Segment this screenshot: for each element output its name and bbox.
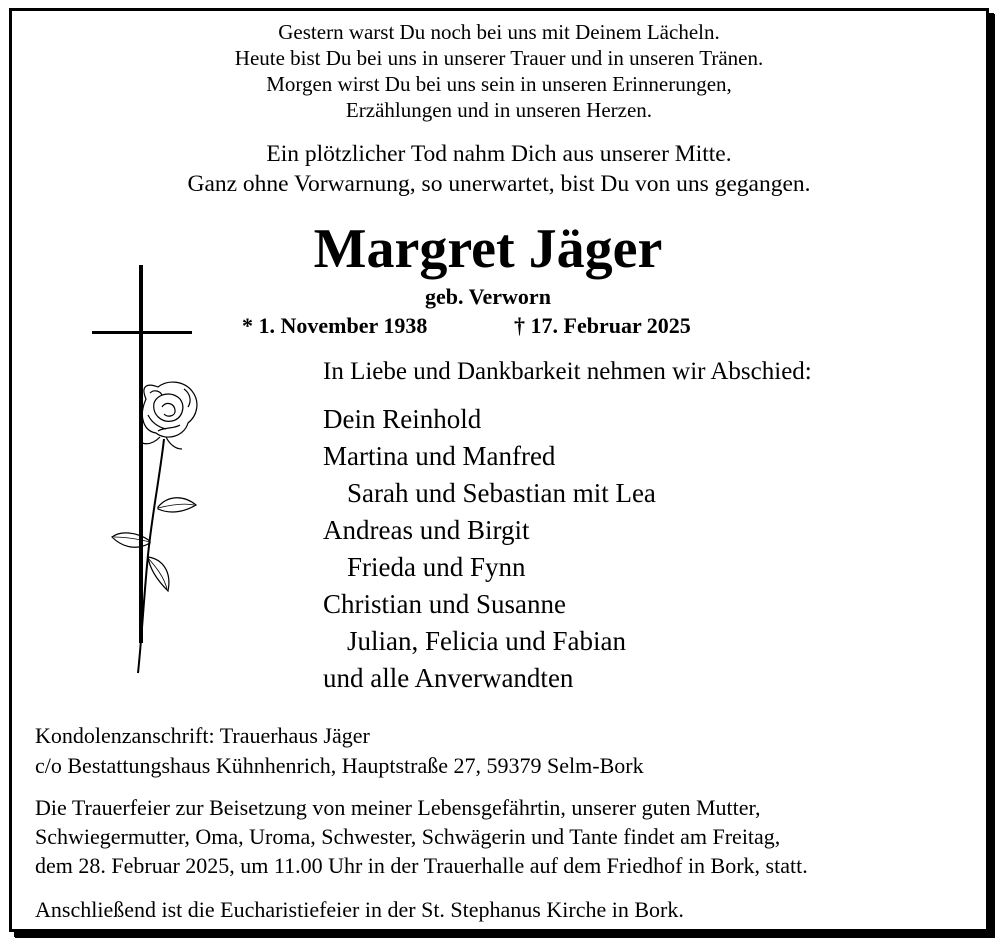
- intro-line: Ganz ohne Vorwarnung, so unerwartet, bist Du von uns gegangen.: [187, 171, 811, 197]
- service-line: Schwiegermutter, Oma, Uroma, Schwester, Schwägerin und Tante findet am Freitag,: [35, 824, 781, 849]
- family-member: Dein Reinhold: [323, 404, 482, 434]
- poem-line: Erzählungen und in unseren Herzen.: [345, 98, 653, 122]
- deceased-name: Margret Jäger: [313, 218, 663, 280]
- cross-with-rose-icon: [88, 265, 198, 675]
- condolence-line: Kondolenzanschrift: Trauerhaus Jäger: [35, 723, 370, 748]
- poem-line: Heute bist Du bei uns in unserer Trauer und in unseren Tränen.: [234, 46, 764, 70]
- family-member: Sarah und Sebastian mit Lea: [347, 478, 656, 508]
- condolence-address: [35, 721, 644, 781]
- birth-date: * 1. November 1938: [242, 313, 428, 338]
- service-line: Die Trauerfeier zur Beisetzung von meiner Lebensgefährtin, unserer guten Mutter,: [35, 795, 761, 820]
- intro-text: [12, 139, 986, 199]
- poem-line: Morgen wirst Du bei uns sein in unseren Erinnerungen,: [266, 72, 732, 96]
- intro-line: Ein plötzlicher Tod nahm Dich aus unserer Mitte.: [266, 141, 732, 167]
- family-member: Andreas und Birgit: [323, 515, 530, 545]
- family-member: und alle Anverwandten: [323, 663, 574, 693]
- family-member: Martina und Manfred: [323, 441, 556, 471]
- poem-line: Gestern warst Du noch bei uns mit Deinem Lächeln.: [278, 20, 720, 44]
- family-list: [323, 401, 656, 697]
- death-date: † 17. Februar 2025: [514, 313, 691, 338]
- family-member: Julian, Felicia und Fabian: [347, 626, 626, 656]
- after-service-info: Anschließend ist die Eucharistiefeier in der St. Stephanus Kirche in Bork.: [35, 897, 684, 922]
- family-member: Frieda und Fynn: [347, 552, 526, 582]
- service-info: [35, 793, 808, 880]
- farewell-line: In Liebe und Dankbarkeit nehmen wir Abschied:: [323, 358, 812, 385]
- maiden-name: geb. Verworn: [425, 284, 551, 309]
- obituary-notice: [9, 8, 989, 932]
- condolence-line: c/o Bestattungshaus Kühnhenrich, Hauptstraße 27, 59379 Selm-Bork: [35, 753, 644, 778]
- poem: [12, 19, 986, 123]
- family-member: Christian und Susanne: [323, 589, 566, 619]
- service-line: dem 28. Februar 2025, um 11.00 Uhr in der Trauerhalle auf dem Friedhof in Bork, statt.: [35, 853, 808, 878]
